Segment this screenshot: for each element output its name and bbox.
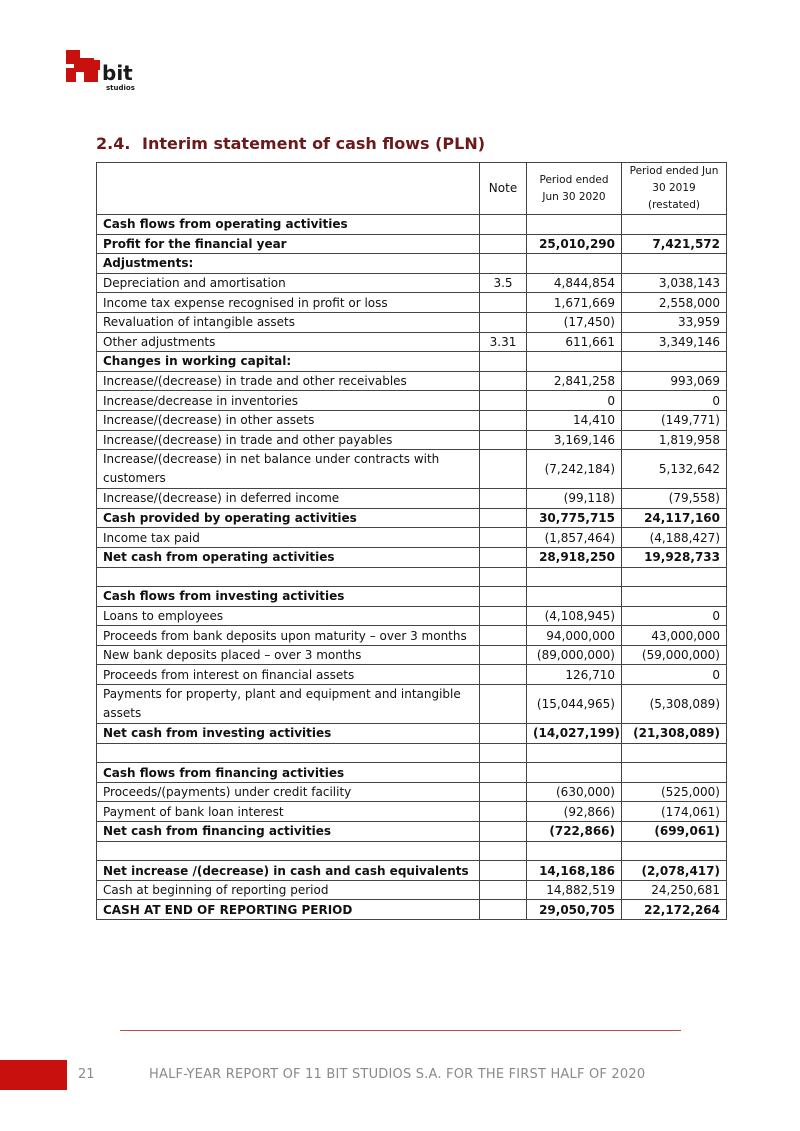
row-label: Net increase /(decrease) in cash and cash equivalents — [97, 861, 480, 881]
row-value-2020 — [527, 254, 622, 274]
row-value-2020 — [527, 841, 622, 861]
row-value-2019: (79,558) — [622, 489, 727, 509]
row-value-2020: (89,000,000) — [527, 645, 622, 665]
row-value-2020: (92,866) — [527, 802, 622, 822]
row-value-2020: (17,450) — [527, 312, 622, 332]
row-label: Increase/(decrease) in other assets — [97, 410, 480, 430]
row-label: Profit for the financial year — [97, 234, 480, 254]
table-row — [97, 822, 727, 842]
row-value-2019 — [622, 763, 727, 783]
row-note — [480, 724, 527, 744]
table-row — [97, 724, 727, 744]
row-note — [480, 547, 527, 567]
row-value-2020: 29,050,705 — [527, 900, 622, 920]
row-value-2020: 25,010,290 — [527, 234, 622, 254]
table-body — [97, 215, 727, 920]
row-value-2020: 14,410 — [527, 410, 622, 430]
row-value-2020: 14,882,519 — [527, 880, 622, 900]
row-label: New bank deposits placed – over 3 months — [97, 645, 480, 665]
table-row — [97, 880, 727, 900]
row-note — [480, 508, 527, 528]
row-label: Proceeds from interest on financial assets — [97, 665, 480, 685]
row-note — [480, 312, 527, 332]
table-row — [97, 685, 727, 724]
row-value-2020 — [527, 763, 622, 783]
header-period-2020: Period ended Jun 30 2020 — [527, 163, 622, 215]
row-value-2019: 3,349,146 — [622, 332, 727, 352]
row-value-2019: (174,061) — [622, 802, 727, 822]
row-value-2019: 993,069 — [622, 371, 727, 391]
row-value-2020: 3,169,146 — [527, 430, 622, 450]
row-note — [480, 861, 527, 881]
row-value-2019: 19,928,733 — [622, 547, 727, 567]
row-label: Cash at beginning of reporting period — [97, 880, 480, 900]
table-row — [97, 606, 727, 626]
row-value-2020: 1,671,669 — [527, 293, 622, 313]
table-row — [97, 430, 727, 450]
row-value-2019: 0 — [622, 391, 727, 411]
row-value-2019: 24,250,681 — [622, 880, 727, 900]
footer-accent-block — [0, 1060, 67, 1090]
row-note — [480, 822, 527, 842]
row-value-2020 — [527, 587, 622, 607]
row-value-2019: (59,000,000) — [622, 645, 727, 665]
row-label: Increase/decrease in inventories — [97, 391, 480, 411]
row-note — [480, 215, 527, 235]
row-value-2019 — [622, 743, 727, 763]
row-label — [97, 567, 480, 587]
row-value-2020: 0 — [527, 391, 622, 411]
row-value-2019: (5,308,089) — [622, 685, 727, 724]
row-value-2019 — [622, 352, 727, 372]
row-value-2020: (1,857,464) — [527, 528, 622, 548]
row-label: Adjustments: — [97, 254, 480, 274]
row-value-2020: 611,661 — [527, 332, 622, 352]
table-row — [97, 645, 727, 665]
table-row — [97, 626, 727, 646]
header-period-2019: Period ended Jun 30 2019 (restated) — [622, 163, 727, 215]
row-note — [480, 489, 527, 509]
row-note — [480, 782, 527, 802]
row-note — [480, 410, 527, 430]
row-value-2020: 28,918,250 — [527, 547, 622, 567]
table-row — [97, 450, 727, 489]
table-row — [97, 802, 727, 822]
table-row — [97, 391, 727, 411]
row-note — [480, 743, 527, 763]
row-value-2020: (722,866) — [527, 822, 622, 842]
row-value-2020: 94,000,000 — [527, 626, 622, 646]
row-note — [480, 841, 527, 861]
row-label: Payment of bank loan interest — [97, 802, 480, 822]
table-row — [97, 587, 727, 607]
row-note — [480, 645, 527, 665]
row-label: Changes in working capital: — [97, 352, 480, 372]
row-note — [480, 900, 527, 920]
row-value-2019: (4,188,427) — [622, 528, 727, 548]
table-row — [97, 273, 727, 293]
row-value-2019: 22,172,264 — [622, 900, 727, 920]
row-value-2020: 14,168,186 — [527, 861, 622, 881]
row-value-2020 — [527, 743, 622, 763]
row-value-2019: 0 — [622, 665, 727, 685]
row-value-2019: 43,000,000 — [622, 626, 727, 646]
row-label: Income tax paid — [97, 528, 480, 548]
row-note: 3.5 — [480, 273, 527, 293]
table-row — [97, 861, 727, 881]
row-label: Proceeds from bank deposits upon maturity – over 3 months — [97, 626, 480, 646]
row-note — [480, 606, 527, 626]
row-note — [480, 371, 527, 391]
row-note — [480, 665, 527, 685]
table-row — [97, 567, 727, 587]
row-value-2019: 2,558,000 — [622, 293, 727, 313]
table-row — [97, 763, 727, 783]
cash-flow-table — [96, 162, 727, 920]
row-label: Cash flows from investing activities — [97, 587, 480, 607]
row-note: 3.31 — [480, 332, 527, 352]
row-label: CASH AT END OF REPORTING PERIOD — [97, 900, 480, 920]
row-label: Payments for property, plant and equipment and intangible assets — [97, 685, 480, 724]
row-note — [480, 450, 527, 489]
logo-word: bit — [102, 61, 133, 85]
row-value-2019: (2,078,417) — [622, 861, 727, 881]
row-value-2019: 24,117,160 — [622, 508, 727, 528]
row-label: Income tax expense recognised in profit or loss — [97, 293, 480, 313]
row-label: Loans to employees — [97, 606, 480, 626]
row-label: Cash provided by operating activities — [97, 508, 480, 528]
row-value-2019: (149,771) — [622, 410, 727, 430]
row-value-2020: (15,044,965) — [527, 685, 622, 724]
row-value-2020: (14,027,199) — [527, 724, 622, 744]
table-row — [97, 841, 727, 861]
row-value-2020: 4,844,854 — [527, 273, 622, 293]
row-note — [480, 802, 527, 822]
row-value-2019: 0 — [622, 606, 727, 626]
row-value-2019: 5,132,642 — [622, 450, 727, 489]
row-note — [480, 587, 527, 607]
row-label: Depreciation and amortisation — [97, 273, 480, 293]
row-label: Revaluation of intangible assets — [97, 312, 480, 332]
table-row — [97, 352, 727, 372]
row-label: Other adjustments — [97, 332, 480, 352]
row-note — [480, 352, 527, 372]
company-logo — [66, 50, 146, 92]
table-row — [97, 254, 727, 274]
footer-text: HALF-YEAR REPORT OF 11 BIT STUDIOS S.A. FOR THE FIRST HALF OF 2020 — [149, 1067, 646, 1082]
row-value-2019 — [622, 254, 727, 274]
footer-divider — [120, 1030, 681, 1031]
table-row — [97, 782, 727, 802]
row-value-2019 — [622, 587, 727, 607]
row-label — [97, 743, 480, 763]
row-note — [480, 626, 527, 646]
page-number: 21 — [78, 1067, 95, 1082]
row-label: Cash flows from financing activities — [97, 763, 480, 783]
row-value-2020: 126,710 — [527, 665, 622, 685]
row-value-2019: (21,308,089) — [622, 724, 727, 744]
row-value-2019 — [622, 567, 727, 587]
row-value-2019 — [622, 841, 727, 861]
row-note — [480, 567, 527, 587]
row-note — [480, 254, 527, 274]
row-label: Net cash from investing activities — [97, 724, 480, 744]
row-value-2019: (525,000) — [622, 782, 727, 802]
row-value-2020 — [527, 215, 622, 235]
row-value-2020: 30,775,715 — [527, 508, 622, 528]
table-row — [97, 900, 727, 920]
table-row — [97, 528, 727, 548]
row-value-2020: 2,841,258 — [527, 371, 622, 391]
row-note — [480, 763, 527, 783]
table-row — [97, 332, 727, 352]
row-label: Net cash from financing activities — [97, 822, 480, 842]
row-value-2019: (699,061) — [622, 822, 727, 842]
row-note — [480, 528, 527, 548]
table-row — [97, 489, 727, 509]
table-row — [97, 371, 727, 391]
row-value-2019: 7,421,572 — [622, 234, 727, 254]
table-row — [97, 743, 727, 763]
logo-subword: studios — [106, 84, 135, 92]
table-header-row — [97, 163, 727, 215]
row-note — [480, 293, 527, 313]
logo-graphic — [66, 50, 146, 92]
section-heading — [96, 134, 485, 153]
row-value-2020: (4,108,945) — [527, 606, 622, 626]
row-value-2020: (99,118) — [527, 489, 622, 509]
table-row — [97, 547, 727, 567]
row-value-2020 — [527, 567, 622, 587]
table-row — [97, 508, 727, 528]
table-row — [97, 410, 727, 430]
table-row — [97, 312, 727, 332]
row-note — [480, 234, 527, 254]
row-value-2019: 1,819,958 — [622, 430, 727, 450]
row-note — [480, 430, 527, 450]
row-value-2020 — [527, 352, 622, 372]
row-value-2020: (7,242,184) — [527, 450, 622, 489]
table-row — [97, 293, 727, 313]
section-number: 2.4. — [96, 134, 131, 153]
row-label — [97, 841, 480, 861]
table-row — [97, 665, 727, 685]
section-title: Interim statement of cash flows (PLN) — [142, 134, 486, 153]
row-label: Increase/(decrease) in trade and other payables — [97, 430, 480, 450]
row-note — [480, 391, 527, 411]
row-label: Cash flows from operating activities — [97, 215, 480, 235]
row-value-2019: 3,038,143 — [622, 273, 727, 293]
table-row — [97, 215, 727, 235]
row-label: Increase/(decrease) in net balance under contracts with customers — [97, 450, 480, 489]
header-note: Note — [480, 163, 527, 215]
row-note — [480, 880, 527, 900]
header-label-cell — [97, 163, 480, 215]
table-row — [97, 234, 727, 254]
row-note — [480, 685, 527, 724]
row-label: Increase/(decrease) in deferred income — [97, 489, 480, 509]
row-value-2020: (630,000) — [527, 782, 622, 802]
row-label: Increase/(decrease) in trade and other receivables — [97, 371, 480, 391]
row-label: Proceeds/(payments) under credit facility — [97, 782, 480, 802]
row-label: Net cash from operating activities — [97, 547, 480, 567]
row-value-2019 — [622, 215, 727, 235]
row-value-2019: 33,959 — [622, 312, 727, 332]
